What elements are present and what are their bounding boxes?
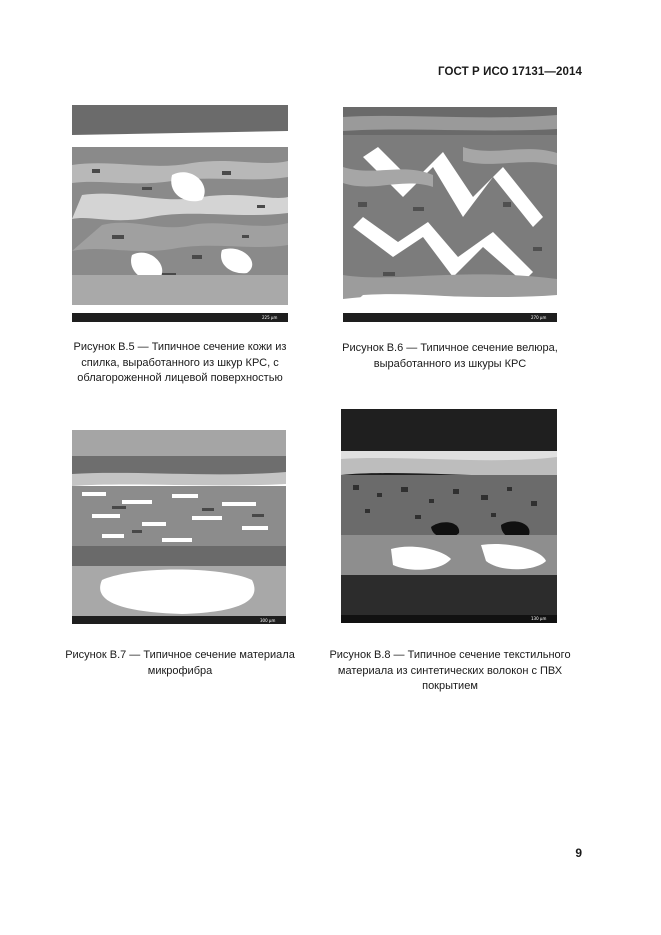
figure-caption-b8: Рисунок В.8 — Типичное сечение текстильного материала из синтетических волокон с ПВХ покрытием: [329, 649, 571, 692]
document-header: ГОСТ Р ИСО 17131—2014: [437, 66, 582, 78]
scale-bar-label-b6: 270 µm: [531, 315, 547, 320]
figure-caption-b6: Рисунок В.6 — Типичное сечение велюра, выработанного из шкуры КРС: [342, 342, 558, 370]
micrograph-figure-b5: [72, 105, 288, 322]
micrograph-figure-b7: [72, 430, 286, 624]
scale-bar-label-b5: 225 µm: [262, 315, 278, 320]
scale-bar-label-b8: 130 µm: [531, 616, 547, 621]
scale-bar-label-b7: 300 µm: [260, 618, 276, 623]
micrograph-figure-b6: [343, 107, 557, 322]
figure-caption-b7: Рисунок В.7 — Типичное сечение материала микрофибра: [65, 649, 295, 677]
micrograph-figure-b8: [341, 409, 557, 623]
page-number: 9: [575, 846, 582, 860]
figure-caption-b5: Рисунок В.5 — Типичное сечение кожи из спилка, выработанного из шкур КРС, с облагороженной лицевой поверхностью: [73, 341, 287, 384]
